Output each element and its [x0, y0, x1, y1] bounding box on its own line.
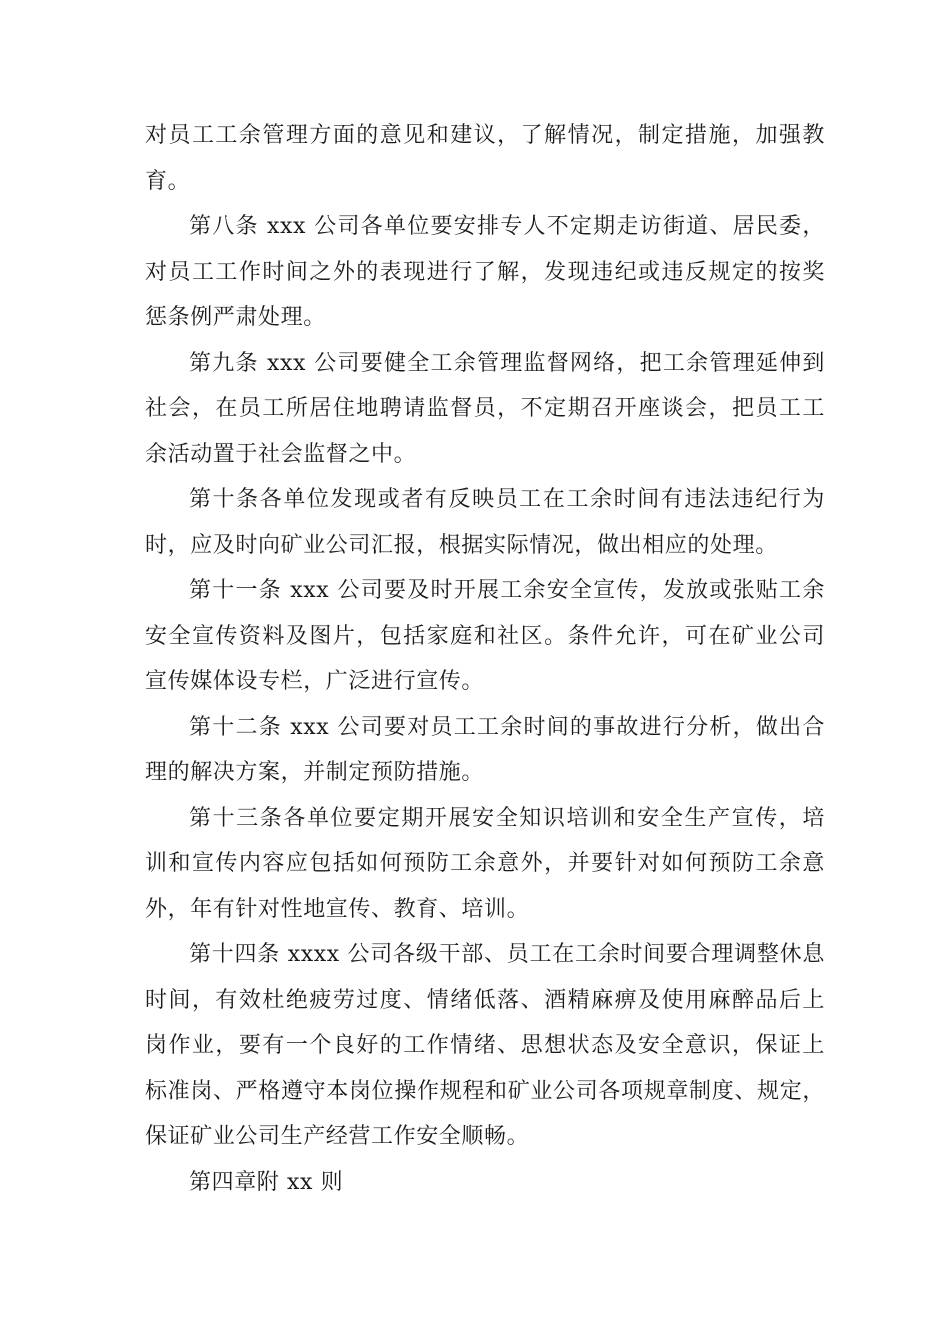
text-line: 第十三条各单位要定期开展安全知识培训和安全生产宣传，培: [189, 805, 825, 831]
text-line: 岗作业，要有一个良好的工作情绪、思想状态及安全意识，保证上: [145, 1033, 825, 1058]
text-line: 对员工工作时间之外的表现进行了解，发现违纪或违反规定的按奖: [145, 259, 825, 285]
text-line: 第四章附 xx 则: [189, 1169, 344, 1195]
text-line: 对员工工余管理方面的意见和建议，了解情况，制定措施，加强教: [145, 123, 825, 148]
text-line: 第十四条 xxxx 公司各级干部、员工在工余时间要合理调整休息: [189, 942, 825, 967]
text-line: 第十二条 xxx 公司要对员工工余时间的事故进行分析，做出合: [189, 714, 825, 740]
paragraph: [145, 1160, 825, 1206]
paragraph: [145, 477, 825, 568]
text-line: 外，年有针对性地宣传、教育、培训。: [145, 896, 530, 922]
paragraph: [145, 341, 825, 478]
text-line: 标准岗、严格遵守本岗位操作规程和矿业公司各项规章制度、规定，: [145, 1078, 825, 1104]
text-line: 第九条 xxx 公司要健全工余管理监督网络，把工余管理延伸到: [189, 350, 825, 376]
text-line: 时间，有效杜绝疲劳过度、情绪低落、酒精麻痹及使用麻醉品后上: [145, 987, 825, 1013]
text-line: 时，应及时向矿业公司汇报，根据实际情况，做出相应的处理。: [145, 532, 778, 558]
paragraph: [145, 932, 825, 1160]
text-line: 安全宣传资料及图片，包括家庭和社区。条件允许，可在矿业公司: [145, 623, 825, 649]
text-line: 余活动置于社会监督之中。: [145, 441, 417, 467]
text-line: 第十条各单位发现或者有反映员工在工余时间有违法违纪行为: [189, 487, 825, 512]
text-line: 理的解决方案，并制定预防措施。: [145, 760, 485, 785]
text-line: 训和宣传内容应包括如何预防工余意外，并要针对如何预防工余意: [145, 851, 825, 876]
text-line: 第八条 xxx 公司各单位要安排专人不定期走访街道、居民委，: [189, 214, 825, 239]
text-line: 育。: [145, 168, 191, 194]
paragraph: [145, 204, 825, 341]
text-line: 第十一条 xxx 公司要及时开展工余安全宣传，发放或张贴工余: [189, 578, 825, 603]
paragraph: [145, 796, 825, 933]
paragraph: [145, 705, 825, 796]
document-page: [145, 113, 825, 1205]
text-line: 保证矿业公司生产经营工作安全顺畅。: [145, 1124, 530, 1149]
text-line: 社会，在员工所居住地聘请监督员，不定期召开座谈会，把员工工: [145, 396, 825, 421]
text-line: 惩条例严肃处理。: [145, 305, 326, 330]
paragraph: [145, 568, 825, 705]
paragraph: [145, 113, 825, 204]
text-line: 宣传媒体设专栏，广泛进行宣传。: [145, 669, 485, 694]
